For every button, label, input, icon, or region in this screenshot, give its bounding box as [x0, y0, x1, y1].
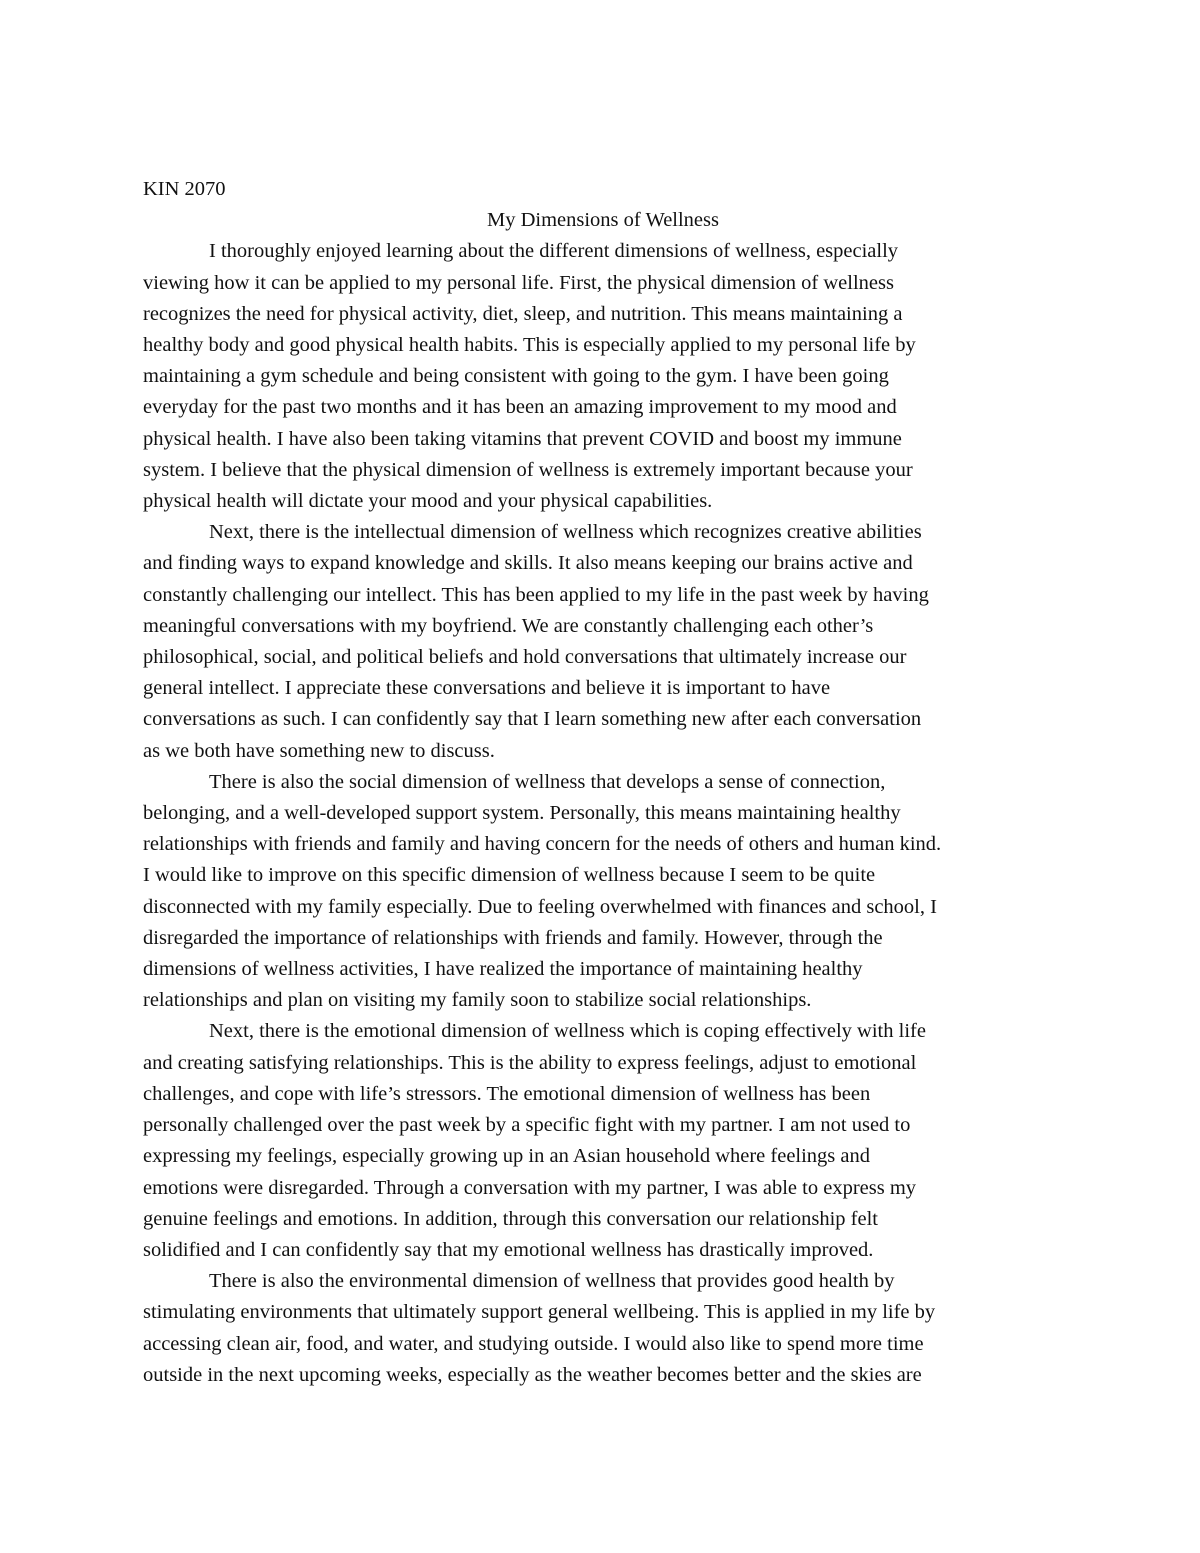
text-line: system. I believe that the physical dimension of wellness is extremely important because your [143, 458, 913, 481]
course-code: KIN 2070 [143, 178, 226, 200]
paragraph-emotional [143, 1016, 1063, 1266]
text-line: genuine feelings and emotions. In addition, through this conversation our relationship felt [143, 1207, 878, 1230]
text-line: Next, there is the intellectual dimension of wellness which recognizes creative abilities [209, 521, 922, 544]
text-line: I would like to improve on this specific dimension of wellness because I seem to be quite [143, 864, 876, 887]
text-line: dimensions of wellness activities, I have realized the importance of maintaining healthy [143, 958, 863, 981]
text-line: as we both have something new to discuss. [143, 739, 495, 762]
text-line: outside in the next upcoming weeks, especially as the weather becomes better and the skies are [143, 1363, 922, 1386]
text-line: physical health will dictate your mood and your physical capabilities. [143, 490, 713, 513]
text-line: conversations as such. I can confidently say that I learn something new after each conversation [143, 708, 922, 731]
document-title: My Dimensions of Wellness [486, 209, 719, 232]
text-line: stimulating environments that ultimately support general wellbeing. This is applied in my life by [143, 1301, 936, 1324]
text-line: emotions were disregarded. Through a conversation with my partner, I was able to express my [143, 1176, 917, 1199]
text-line: personally challenged over the past week by a specific fight with my partner. I am not used to [143, 1114, 911, 1137]
text-line: solidified and I can confidently say that my emotional wellness has drastically improved. [143, 1238, 874, 1261]
text-line: recognizes the need for physical activity, diet, sleep, and nutrition. This means maintaining a [143, 302, 903, 325]
paragraph-environmental [143, 1266, 1063, 1391]
text-line: challenges, and cope with life’s stressors. The emotional dimension of wellness has been [143, 1082, 871, 1105]
text-line: constantly challenging our intellect. This has been applied to my life in the past week by having [143, 583, 929, 606]
text-line: I thoroughly enjoyed learning about the different dimensions of wellness, especially [209, 240, 899, 263]
text-line: There is also the environmental dimension of wellness that provides good health by [209, 1270, 895, 1293]
text-line: Next, there is the emotional dimension of wellness which is coping effectively with life [209, 1020, 926, 1043]
text-line: expressing my feelings, especially growing up in an Asian household where feelings and [143, 1145, 871, 1168]
text-line: There is also the social dimension of wellness that develops a sense of connection, [209, 770, 886, 793]
paragraph-physical [143, 236, 1063, 517]
text-line: and creating satisfying relationships. This is the ability to express feelings, adjust to emotional [143, 1051, 917, 1074]
text-line: accessing clean air, food, and water, and studying outside. I would also like to spend more time [143, 1332, 924, 1355]
text-line: maintaining a gym schedule and being consistent with going to the gym. I have been going [143, 365, 889, 388]
text-line: viewing how it can be applied to my personal life. First, the physical dimension of wellness [143, 271, 894, 294]
document-page [143, 174, 1063, 1391]
text-line: meaningful conversations with my boyfriend. We are constantly challenging each other’s [143, 614, 874, 637]
paragraph-intellectual [143, 517, 1063, 767]
text-line: relationships with friends and family and having concern for the needs of others and human kind. [143, 833, 942, 856]
paragraph-social [143, 767, 1063, 1017]
text-line: general intellect. I appreciate these conversations and believe it is important to have [143, 677, 831, 700]
text-line: philosophical, social, and political beliefs and hold conversations that ultimately increase our [143, 646, 907, 669]
text-line: everyday for the past two months and it has been an amazing improvement to my mood and [143, 396, 897, 419]
text-line: and finding ways to expand knowledge and skills. It also means keeping our brains active and [143, 552, 913, 575]
text-line: disregarded the importance of relationships with friends and family. However, through the [143, 926, 883, 949]
text-line: disconnected with my family especially. Due to feeling overwhelmed with finances and school, I [143, 895, 937, 918]
text-line: healthy body and good physical health habits. This is especially applied to my personal life by [143, 334, 916, 357]
text-line: belonging, and a well-developed support system. Personally, this means maintaining healthy [143, 802, 901, 825]
text-line: physical health. I have also been taking vitamins that prevent COVID and boost my immune [143, 427, 902, 450]
text-line: relationships and plan on visiting my family soon to stabilize social relationships. [143, 989, 812, 1012]
